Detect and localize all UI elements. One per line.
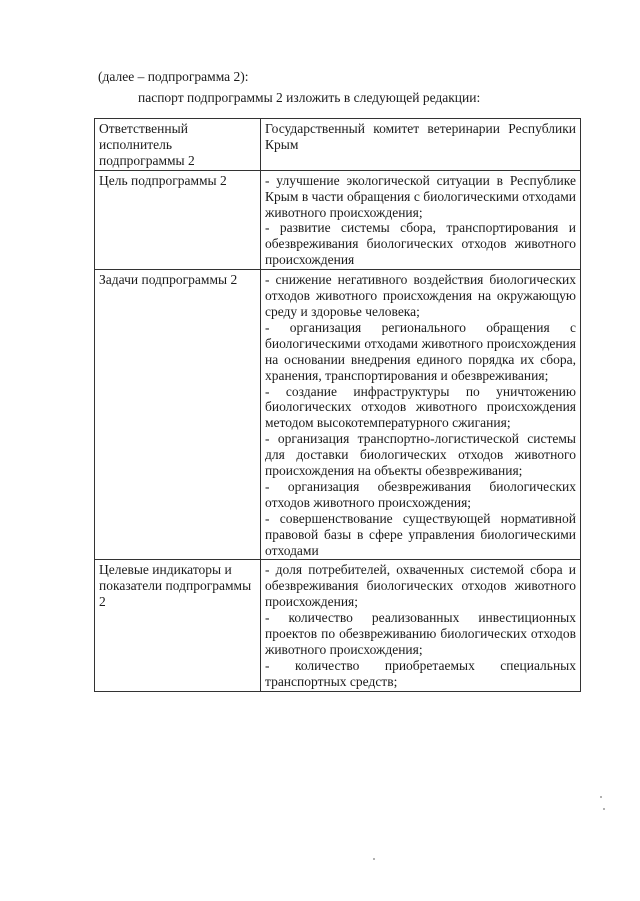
row-content <box>261 170 581 269</box>
scan-speck <box>603 808 605 810</box>
list-item: - организация регионального обращения с биологическими отходами животного происхождения на основании внедрения единого порядка их сбора, хранения, транспортирования и обезвреживания; <box>265 319 576 383</box>
table-row <box>95 270 581 560</box>
list-item: Государственный комитет ветеринарии Республики Крым <box>265 121 576 152</box>
table-row <box>95 560 581 691</box>
list-item: - организация обезвреживания биологических отходов животного происхождения; <box>265 478 576 510</box>
list-item: - доля потребителей, охваченных системой сбора и обезвреживания биологических отходов животного происхождения; <box>265 562 576 610</box>
table-row <box>95 119 581 171</box>
list-item: - улучшение экологической ситуации в Республике Крым в части обращения с биологическими отходами животного происхождения; <box>265 172 576 220</box>
row-label: Целевые индикаторы и показатели подпрограммы 2 <box>95 560 261 691</box>
list-item: - развитие системы сбора, транспортирования и обезвреживания биологических отходов животного происхождения <box>265 220 576 268</box>
row-content <box>261 119 581 171</box>
list-item: - снижение негативного воздействия биологических отходов животного происхождения на окружающую среду и здоровье человека; <box>265 272 576 319</box>
intro-line-1: (далее – подпрограмма 2): <box>98 69 249 84</box>
row-content <box>261 270 581 560</box>
table-row <box>95 170 581 269</box>
list-item: - количество реализованных инвестиционных проектов по обезвреживанию биологических отходов животного происхождения; <box>265 610 576 657</box>
scan-speck <box>600 796 602 798</box>
row-label: Ответственный исполнитель подпрограммы 2 <box>95 119 261 171</box>
row-content <box>261 560 581 691</box>
list-item: - совершенствование существующей нормативной правовой базы в сфере управления биологическими отходами <box>265 510 576 558</box>
row-label: Цель подпрограммы 2 <box>95 170 261 269</box>
list-item: - организация транспортно-логистической системы для доставки биологических отходов животного происхождения на объекты обезвреживания; <box>265 431 576 479</box>
intro-line-2: паспорт подпрограммы 2 изложить в следующей редакции: <box>138 90 481 105</box>
list-item: - создание инфраструктуры по уничтожению биологических отходов животного происхождения методом высокотемпературного сжигания; <box>265 383 576 431</box>
scan-speck <box>373 858 375 860</box>
list-item: - количество приобретаемых специальных транспортных средств; <box>265 657 576 689</box>
row-label: Задачи подпрограммы 2 <box>95 270 261 560</box>
subprogram-passport-table <box>94 118 581 692</box>
